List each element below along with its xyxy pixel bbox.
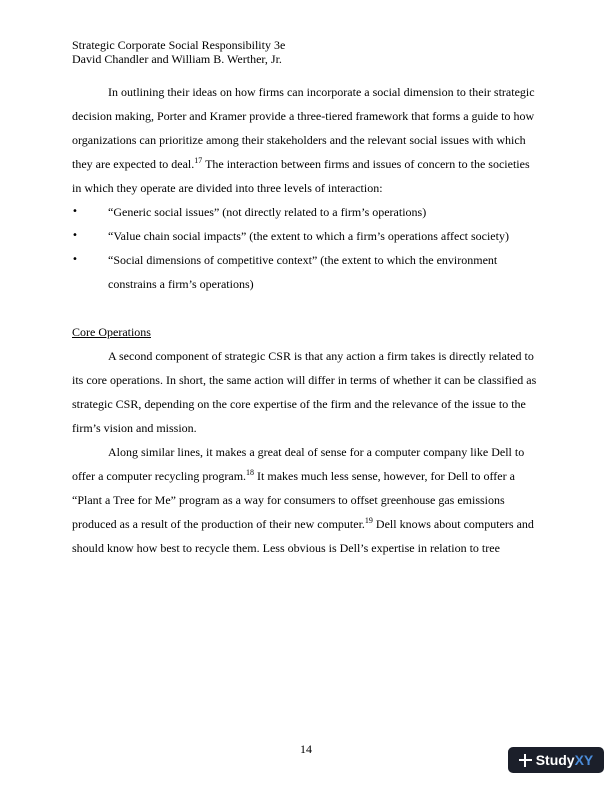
header-book-title: Strategic Corporate Social Responsibility 3e	[72, 38, 286, 52]
paragraph-text: Along similar lines, it makes a great deal of sense for a computer company like Dell to offer a computer recycling program.	[72, 445, 525, 483]
paragraph-text: It makes much less sense, however, for Dell to offer a “Plant a Tree for Me” program as a way for consumers to offset greenhouse gas emissions produced as a result of the production of their new computer.	[72, 469, 515, 531]
paragraph-text: The interaction between firms and issues of concern to the societies in which they operate are divided into three levels of interaction:	[72, 157, 530, 195]
list-item	[72, 200, 540, 224]
body-text	[72, 80, 540, 560]
list-item	[72, 224, 540, 248]
header-authors: David Chandler and William B. Werther, Jr.	[72, 52, 282, 66]
paragraph-framework	[72, 80, 540, 200]
plus-icon	[519, 754, 532, 767]
list-item-text: “Value chain social impacts” (the extent to which a firm’s operations affect society)	[108, 229, 509, 243]
paragraph-text: In outlining their ideas on how firms can incorporate a social dimension to their strategic decision making, Porter and Kramer provide a three-tiered framework that forms a guide to how organizations can prioritize among their stakeholders and the relevant social issues with which they are expected to deal.	[72, 85, 535, 171]
studyxy-badge[interactable]	[508, 747, 604, 773]
paragraph-dell-example	[72, 440, 540, 560]
page-number: 14	[300, 742, 312, 756]
bullet-icon: •	[72, 254, 78, 265]
badge-text-xy: XY	[574, 752, 594, 768]
running-header	[72, 38, 285, 66]
bullet-icon: •	[72, 230, 78, 241]
footnote-ref-17: 17	[194, 156, 203, 165]
list-item-text: “Social dimensions of competitive context” (the extent to which the environment constrains a firm’s operations)	[108, 253, 498, 291]
interaction-levels-list	[72, 200, 540, 296]
section-spacer	[72, 296, 540, 320]
footnote-ref-19: 19	[364, 516, 373, 525]
list-item	[72, 248, 540, 296]
section-heading: Core Operations	[72, 325, 151, 339]
list-item-text: “Generic social issues” (not directly related to a firm’s operations)	[108, 205, 427, 219]
footnote-ref-18: 18	[246, 468, 255, 477]
paragraph-core-operations: A second component of strategic CSR is that any action a firm takes is directly related to its core operations. In short, the same action will differ in terms of whether it can be classified as strategic CSR, depending on the core expertise of the firm and the relevance of the issue to the firm’s vision and mission.	[72, 349, 537, 435]
badge-brand	[536, 752, 594, 768]
bullet-icon: •	[72, 206, 78, 217]
badge-text-study: Study	[535, 752, 575, 768]
paragraph-text: Dell knows about computers and should know how best to recycle them. Less obvious is Dell’s expertise in relation to tree	[72, 517, 534, 555]
